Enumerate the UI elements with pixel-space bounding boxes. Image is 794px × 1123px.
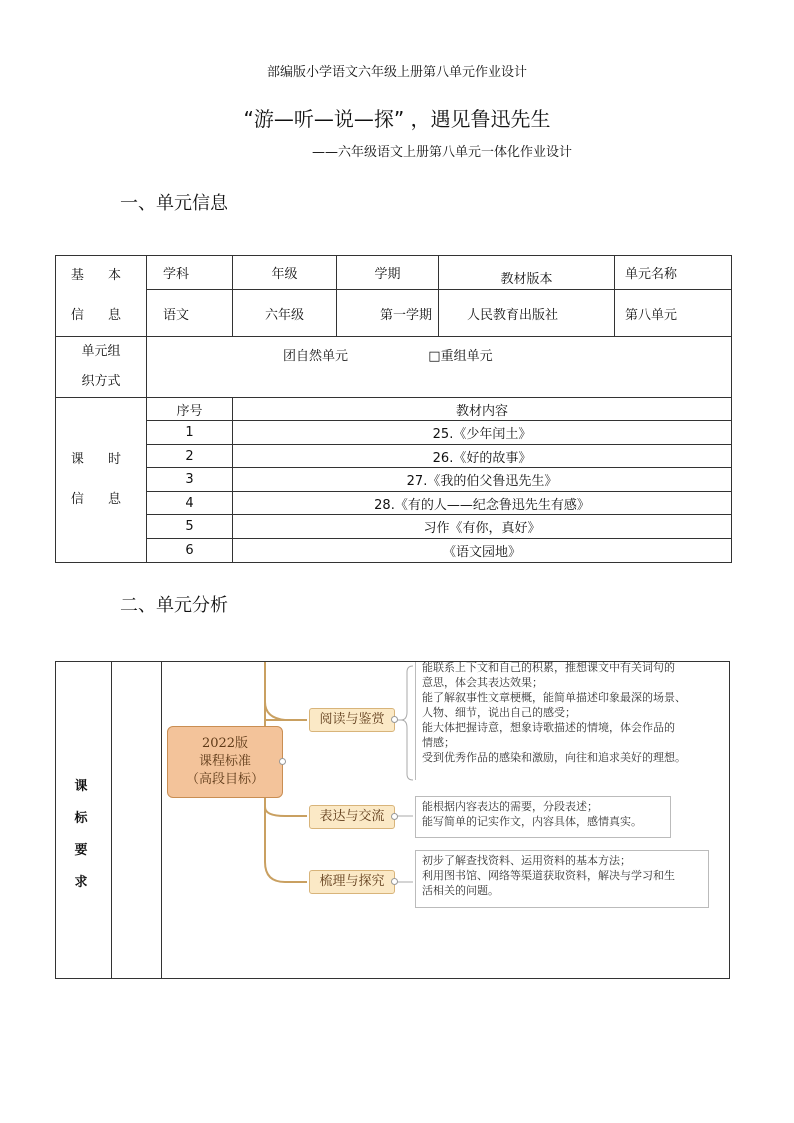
unit-info-table [55, 255, 732, 563]
lesson-info-label: 课 时 信 息 [56, 398, 147, 563]
lesson-row: 4 28.《有的人——纪念鲁迅先生有感》 [56, 492, 732, 515]
branch-reading: 阅读与鉴赏 [309, 708, 395, 732]
value-edition: 人民教育出版社 [439, 290, 615, 337]
lesson-row: 3 27.《我的伯父鲁迅先生》 [56, 468, 732, 492]
standards-label-column [111, 662, 162, 978]
document-header: 部编版小学语文六年级上册第八单元作业设计 [266, 65, 527, 80]
connector-bend [265, 702, 285, 720]
lesson-header-content: 教材内容 [233, 398, 732, 421]
header-subject: 学科 [147, 256, 233, 290]
lesson-header-no: 序号 [147, 398, 233, 421]
bracket-reading-top [393, 666, 413, 720]
branch-expression: 表达与交流 [309, 805, 395, 829]
leaf-reading: 能联系上下文和自己的积累，推想课文中有关词句的 意思，体会其表达效果； 能了解叙事性文章梗概，能简单描述印象最深的场景、 人物、细节，说出自己的感受； 能大体把握诗意，想象诗歌描述的情境，体会作品的 情感； 受到优秀作品的感染和激励，向往和追求美好的理想。 [415, 662, 721, 780]
document-title: “游—听—说—探” ，遇见鲁迅先生 [243, 107, 551, 131]
header-grade: 年级 [233, 256, 337, 290]
bracket-reading-bottom [401, 720, 413, 780]
value-grade: 六年级 [233, 290, 337, 337]
header-edition: 教材版本 [439, 256, 615, 290]
curriculum-mind-map [161, 662, 729, 978]
header-unit-name: 单元名称 [615, 256, 732, 290]
section-heading-unit-analysis: 二、单元分析 [120, 595, 228, 616]
lesson-row: 1 25.《少年闰土》 [56, 421, 732, 445]
section-heading-unit-info: 一、单元信息 [120, 193, 228, 214]
collapse-dot-icon [391, 716, 398, 723]
header-term: 学期 [337, 256, 439, 290]
value-unit-name: 第八单元 [615, 290, 732, 337]
standards-vertical-label: 课 标 要 求 [74, 779, 88, 890]
collapse-dot-icon [279, 758, 286, 765]
natural-unit-option: 团自然单元 [283, 349, 349, 364]
org-method-options [147, 337, 732, 398]
basic-info-label: 基 本 信 息 [56, 256, 147, 337]
lesson-row: 2 26.《好的故事》 [56, 445, 732, 468]
leaf-expression: 能根据内容表达的需要，分段表述； 能写简单的记实作文，内容具体，感情真实。 [415, 796, 671, 838]
regroup-unit-option: □重组单元 [428, 349, 493, 364]
collapse-dot-icon [391, 878, 398, 885]
value-term: 第一学期 [337, 290, 439, 337]
lesson-row: 5 习作《有你，真好》 [56, 515, 732, 539]
lesson-row: 6 《语文园地》 [56, 539, 732, 563]
curriculum-standard-node: 2022版 课程标准 （高段目标） [167, 726, 283, 798]
leaf-exploration: 初步了解查找资料、运用资料的基本方法； 利用图书馆、网络等渠道获取资料，解决与学习和生 活相关的问题。 [415, 850, 709, 908]
collapse-dot-icon [391, 813, 398, 820]
value-subject: 语文 [147, 290, 233, 337]
document-subtitle: ——六年级语文上册第八单元一体化作业设计 [312, 145, 573, 160]
org-method-label: 单元组 织方式 [56, 337, 147, 398]
branch-exploration: 梳理与探究 [309, 870, 395, 894]
